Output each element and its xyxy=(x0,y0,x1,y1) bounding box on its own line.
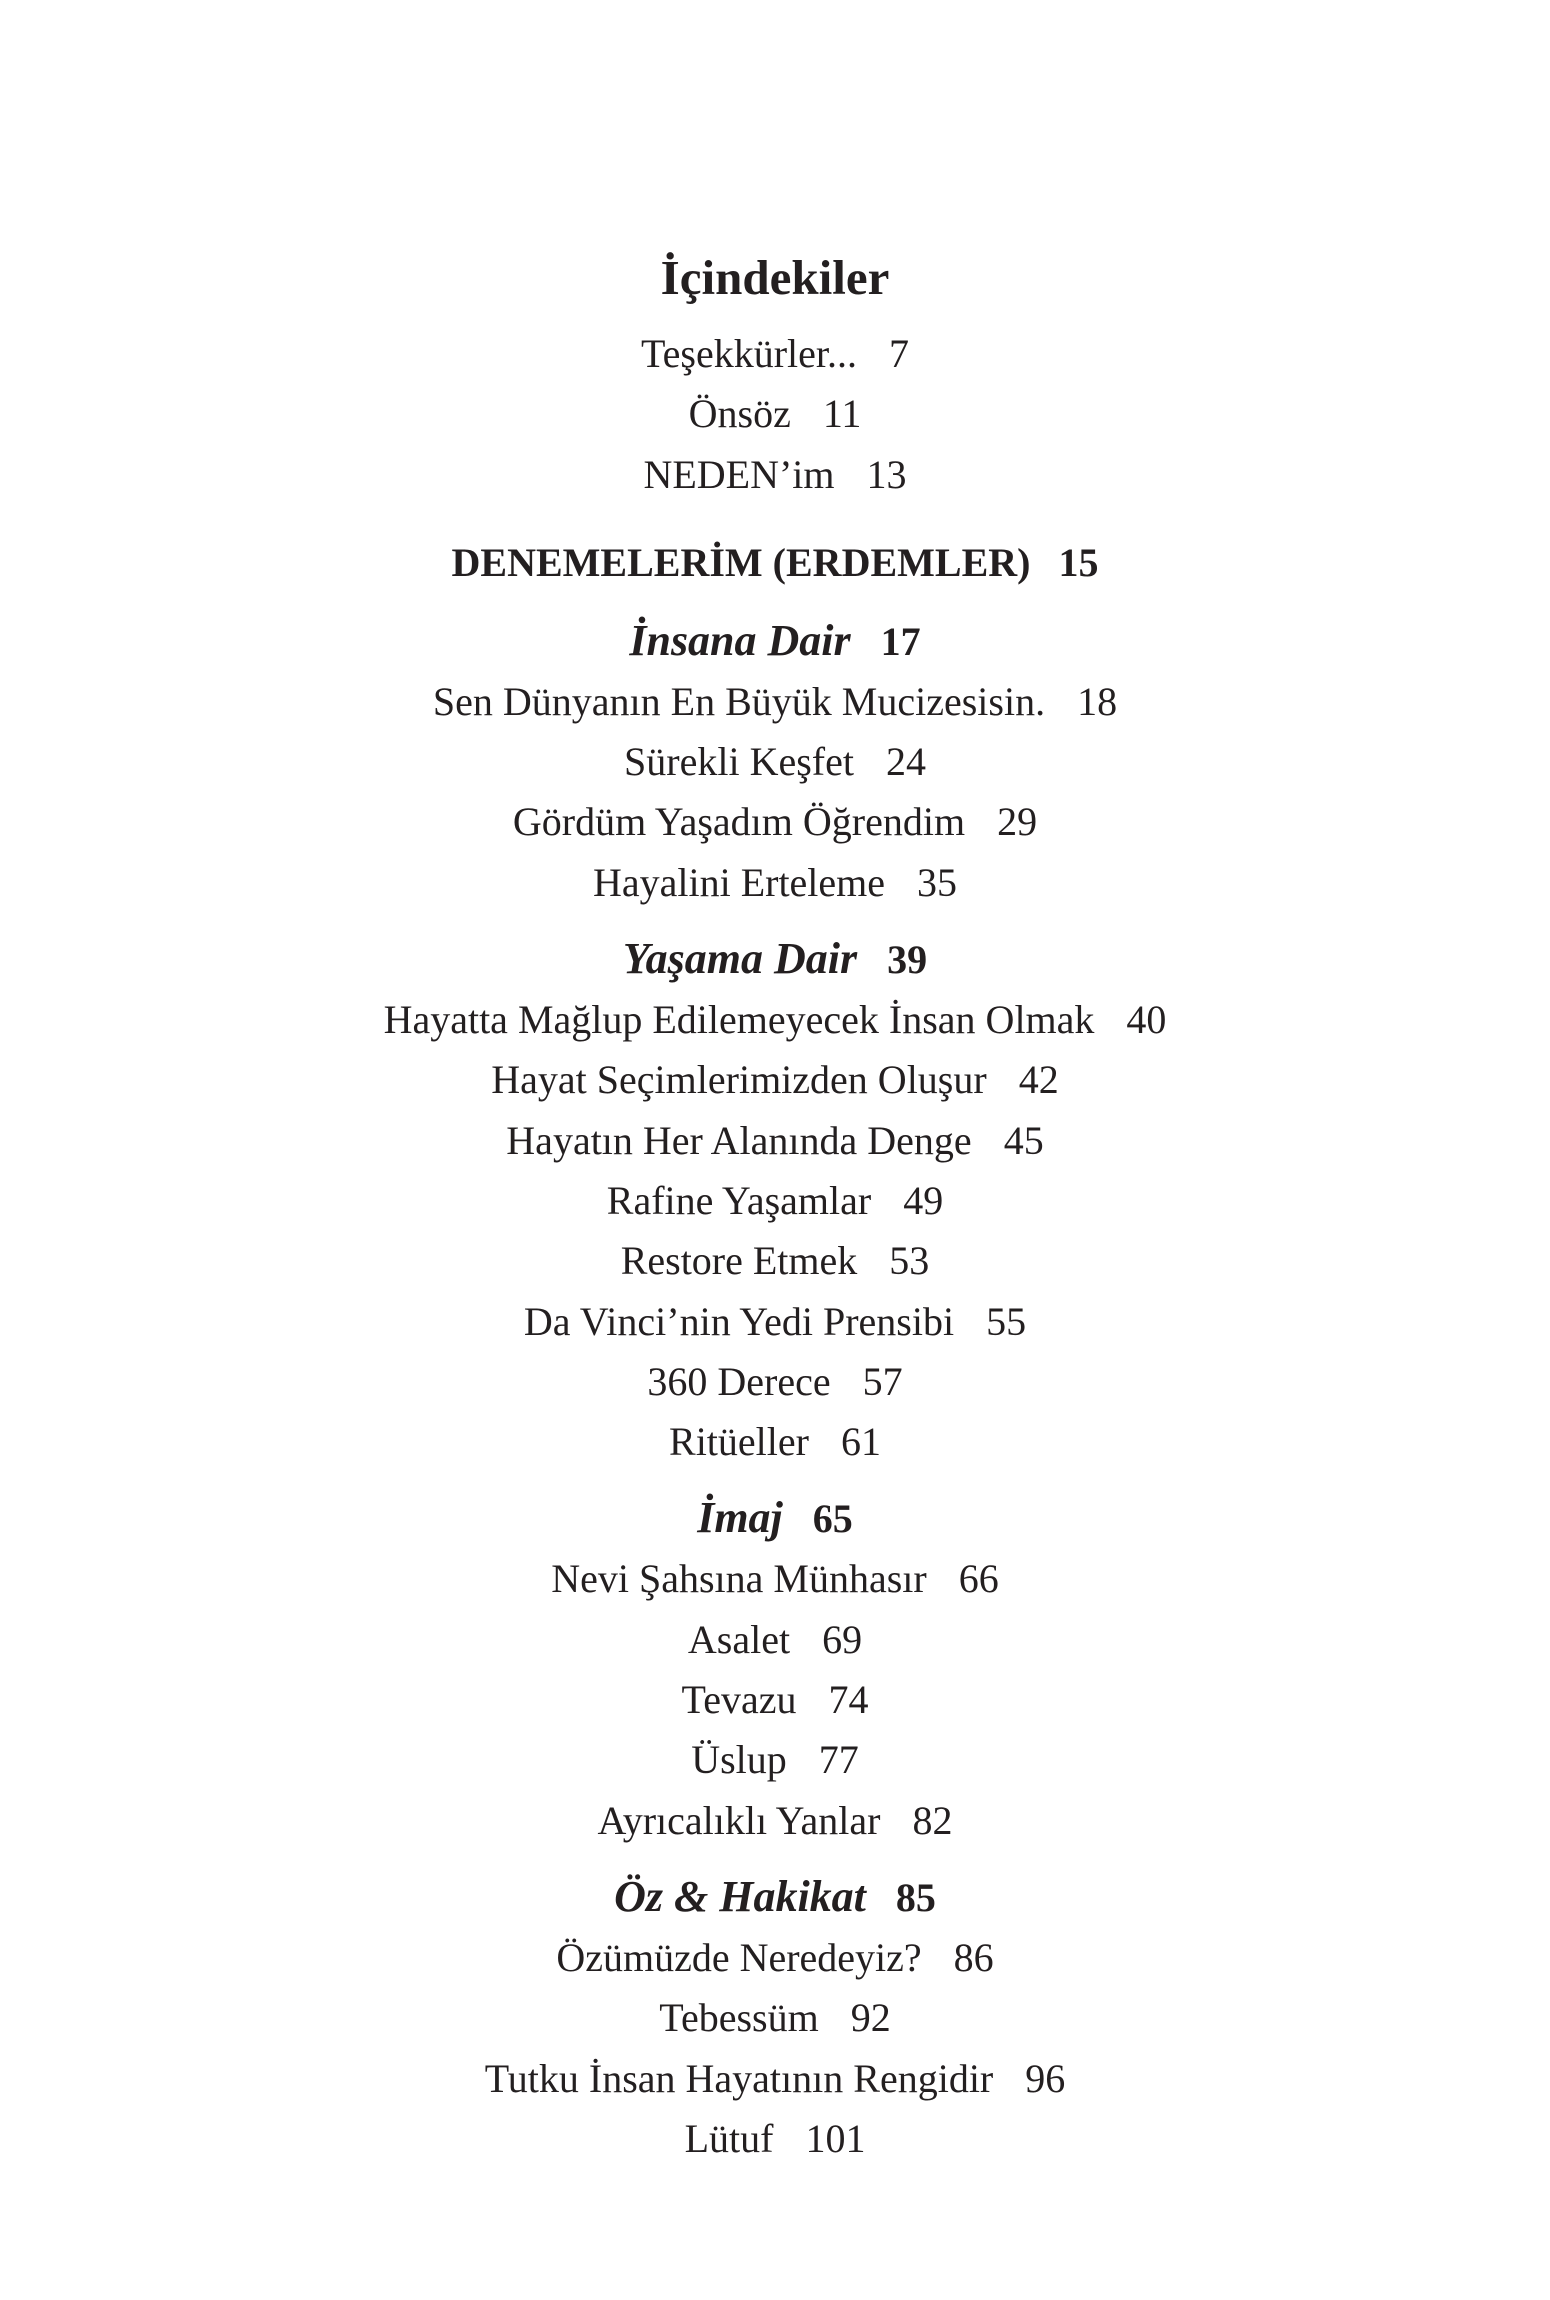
toc-entry xyxy=(0,792,1550,852)
toc-entry-page: 86 xyxy=(953,1934,994,1980)
section-heading-page: 85 xyxy=(895,1874,936,1920)
toc-entry xyxy=(0,732,1550,792)
toc-entry xyxy=(0,1231,1550,1291)
toc-entry-page: 18 xyxy=(1077,678,1118,724)
toc-entry-label: Sen Dünyanın En Büyük Mucizesisin. xyxy=(432,678,1046,724)
section-heading-label: İnsana Dair xyxy=(629,615,851,665)
toc-entry-page: 40 xyxy=(1126,997,1167,1043)
toc-entry-label: Ritüeller xyxy=(669,1419,809,1465)
toc-entry xyxy=(0,1670,1550,1730)
toc-entry-page: 92 xyxy=(850,1995,891,2041)
table-of-contents xyxy=(0,248,1550,2169)
toc-entry xyxy=(0,1928,1550,1988)
toc-entry xyxy=(0,445,1550,505)
part-heading-label: DENEMELERİM (ERDEMLER) xyxy=(451,539,1031,585)
toc-entry-label: 360 Derece xyxy=(647,1358,831,1404)
toc-entry-page: 61 xyxy=(840,1419,881,1465)
toc-entry-label: Gördüm Yaşadım Öğrendim xyxy=(512,799,966,845)
toc-entry-page: 96 xyxy=(1025,2055,1066,2101)
toc-entry-label: Rafine Yaşamlar xyxy=(606,1177,872,1223)
toc-entry-page: 55 xyxy=(986,1298,1027,1344)
part-heading-page: 15 xyxy=(1058,539,1099,585)
toc-entry xyxy=(0,1111,1550,1171)
toc-entry-page: 13 xyxy=(866,451,907,497)
toc-entry-page: 7 xyxy=(889,331,909,376)
section-heading-label: İmaj xyxy=(697,1493,783,1543)
toc-entry-label: Üslup xyxy=(691,1737,787,1783)
toc-entry-label: Hayat Seçimlerimizden Oluşur xyxy=(491,1057,987,1103)
toc-entry-page: 57 xyxy=(862,1358,903,1404)
toc-entry-page: 35 xyxy=(917,859,958,905)
toc-entry-page: 42 xyxy=(1018,1057,1059,1103)
toc-entry-label: Tutku İnsan Hayatının Rengidir xyxy=(484,2055,994,2101)
toc-entry-label: Asalet xyxy=(687,1616,791,1662)
toc-entry-label: NEDEN’im xyxy=(643,451,835,497)
toc-entry xyxy=(0,1292,1550,1352)
toc-entry xyxy=(0,1352,1550,1412)
section-heading-label: Öz & Hakikat xyxy=(614,1871,866,1921)
section-heading xyxy=(0,1867,1550,1928)
section-heading-page: 65 xyxy=(812,1496,853,1542)
toc-entry-label: Hayatın Her Alanında Denge xyxy=(506,1117,972,1163)
toc-entry-page: 66 xyxy=(958,1556,999,1602)
toc-entry-page: 49 xyxy=(903,1177,944,1223)
section-heading xyxy=(0,929,1550,990)
toc-entry xyxy=(0,1791,1550,1851)
toc-entry-page: 77 xyxy=(818,1737,859,1783)
toc-entry xyxy=(0,853,1550,913)
front-matter-list xyxy=(0,324,1550,505)
toc-entry-label: Tebessüm xyxy=(659,1995,819,2041)
toc-entry-page: 24 xyxy=(885,739,926,785)
toc-entry xyxy=(0,1549,1550,1609)
toc-entry-page: 82 xyxy=(912,1797,953,1843)
toc-entry xyxy=(0,1730,1550,1790)
toc-entry-page: 11 xyxy=(822,391,862,437)
toc-entry-label: Teşekkürler... xyxy=(640,331,857,376)
toc-entry xyxy=(0,1050,1550,1110)
toc-entry-page: 29 xyxy=(997,799,1038,845)
toc-entry-label: Hayatta Mağlup Edilemeyecek İnsan Olmak xyxy=(383,997,1095,1043)
toc-entry xyxy=(0,990,1550,1050)
section-heading xyxy=(0,611,1550,672)
toc-entry-page: 53 xyxy=(889,1238,930,1284)
toc-entry-label: Lütuf xyxy=(684,2115,774,2161)
toc-entry-label: Sürekli Keşfet xyxy=(624,739,854,785)
toc-entry-page: 45 xyxy=(1003,1117,1044,1163)
toc-entry-label: Önsöz xyxy=(688,391,791,437)
toc-entry xyxy=(0,2109,1550,2169)
toc-entry xyxy=(0,324,1550,384)
toc-entry-page: 69 xyxy=(822,1616,863,1662)
part-heading xyxy=(0,533,1550,593)
toc-entry-label: Ayrıcalıklı Yanlar xyxy=(597,1797,881,1843)
toc-title: İçindekiler xyxy=(660,250,890,305)
section-heading-page: 17 xyxy=(880,618,921,664)
toc-entry-label: Nevi Şahsına Münhasır xyxy=(551,1556,927,1602)
toc-entry xyxy=(0,384,1550,444)
toc-entry-label: Hayalini Erteleme xyxy=(592,859,886,905)
section-heading-label: Yaşama Dair xyxy=(622,934,858,984)
toc-entry xyxy=(0,1988,1550,2048)
toc-entry xyxy=(0,2049,1550,2109)
toc-entry-label: Özümüzde Neredeyiz? xyxy=(556,1934,922,1980)
section-heading xyxy=(0,1488,1550,1549)
toc-entry-page: 101 xyxy=(805,2115,866,2161)
section-heading-page: 39 xyxy=(887,937,928,983)
toc-entry-label: Tevazu xyxy=(681,1677,797,1723)
toc-entry xyxy=(0,672,1550,732)
toc-entry-label: Restore Etmek xyxy=(620,1238,858,1284)
toc-entry xyxy=(0,1610,1550,1670)
toc-entry xyxy=(0,1412,1550,1472)
toc-entry-page: 74 xyxy=(828,1677,869,1723)
toc-entry xyxy=(0,1171,1550,1231)
toc-entry-label: Da Vinci’nin Yedi Prensibi xyxy=(523,1298,955,1344)
